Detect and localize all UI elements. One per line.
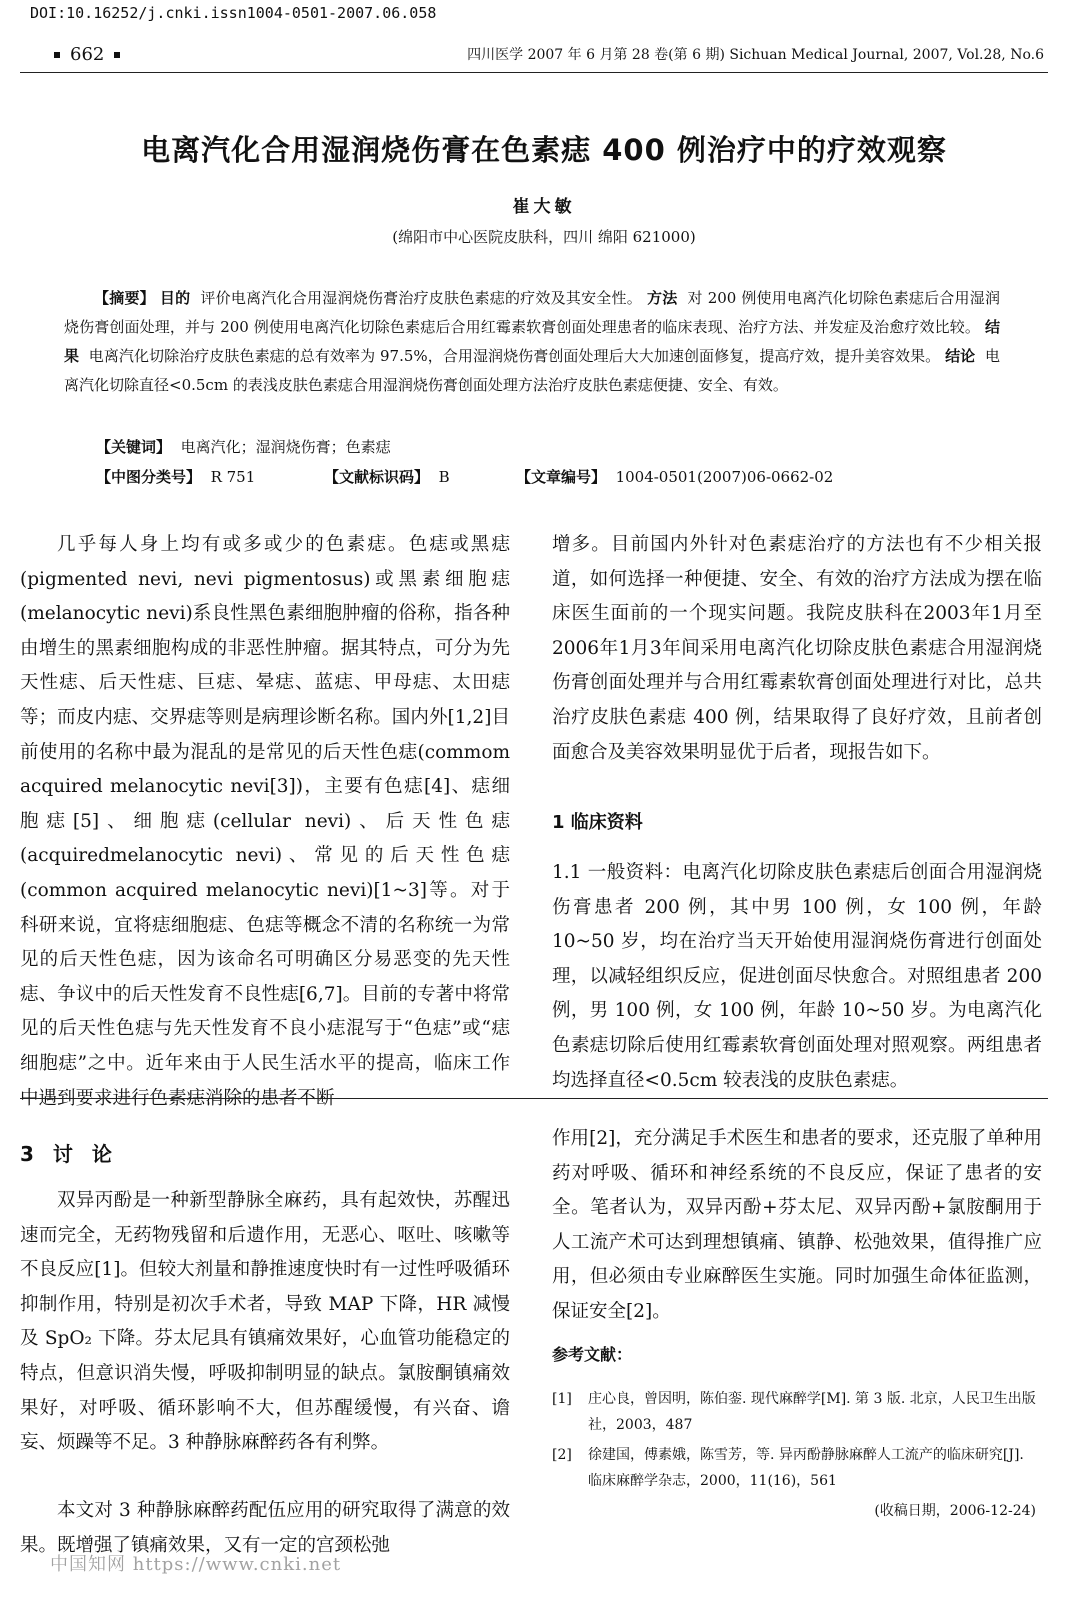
page-divider xyxy=(20,1098,1048,1099)
clc-number: 【中图分类号】 R 751 xyxy=(96,468,256,486)
discussion-paragraph-1: 双异丙酚是一种新型静脉全麻药，具有起效快，苏醒迅速而完全，无药物残留和后遗作用，无恶心、呕吐、咳嗽等不良反应[1]。但较大剂量和静推速度快时有一过性呼吸循环抑制作用，特别是初次手术者，导致 MAP 下降，HR 减慢及 SpO₂ 下降。芬太尼具有镇痛效果好，心血管功能稳定的特点，但意识消失慢，呼吸抑制明显的缺点。氯胺酮镇痛效果好，对呼吸、循环影响不大，但苏醒缓慢，有兴奋、谵妄、烦躁等不足。3 种静脉麻醉药各有利弊。 xyxy=(20,1190,510,1454)
discussion-paragraph-2: 本文对 3 种静脉麻醉药配伍应用的研究取得了满意的效果。既增强了镇痛效果，又有一定的宫颈松弛 xyxy=(20,1500,510,1556)
keywords: 【关键词】 电离汽化；湿润烧伤膏；色素痣 xyxy=(96,438,391,456)
article-title: 电离汽化合用湿润烧伤膏在色素痣 400 例治疗中的疗效观察 xyxy=(141,133,947,167)
intro-column-left: 几乎每人身上均有或多或少的色素痣。色痣或黑痣(pigmented nevi, nevi pigmentosus)或黑素细胞痣(melanocytic nevi)系良性黑色素细胞肿瘤的俗称，指各种由增生的黑素细胞构成的非恶性肿瘤。据其特点，可分为先天性痣、后天性痣、巨痣、晕痣、蓝痣、甲母痣、太田痣等；而皮内痣、交界痣等则是病理诊断名称。国内外[1,2]目前使用的名称中最为混乱的是常见的后天性色痣(commom acquired melanocytic nevi[3])，主要有色痣[4]、痣细胞痣[5]、细胞痣(cellular nevi)、后天性色痣(acquiredmelanocytic nevi)、常见的后天性色痣(common acquired melanocytic nevi)[1~3]等。对于科研来说，宜将痣细胞痣、色痣等概念不清的名称统一为常见的后天性色痣，因为该命名可明确区分易恶变的先天性痣、争议中的后天性发育不良性痣[6,7]。目前的专著中将常见的后天性色痣与先天性发育不良小痣混写于“色痣”或“痣细胞痣”之中。近年来由于人民生活水平的提高，临床工作中遇到要求进行色素痣消除的患者不断 xyxy=(20,534,510,1109)
section-heading-discussion: 3 讨 论 xyxy=(20,1142,118,1166)
abstract: 【摘要】 目的 评价电离汽化合用湿润烧伤膏治疗皮肤色素痣的疗效及其安全性。 方法 对 200 例使用电离汽化切除色素痣后合用湿润烧伤膏创面处理，并与 200 例使用电离汽化切除色素痣后合用红霉素软膏创面处理患者的临床表现、治疗方法、并发症及治愈疗效比较。 结果 电离汽化切除治疗皮肤色素痣的总有效率为 97.5%，合用湿润烧伤膏创面处理后大大加速创面修复，提高疗效，提升美容效果。 结论 电离汽化切除直径<0.5cm 的表浅皮肤色素痣合用湿润烧伤膏创面处理方法治疗皮肤色素痣便捷、安全、有效。 xyxy=(64,289,1000,394)
intro-column-right: 增多。目前国内外针对色素痣治疗的方法也有不少相关报道，如何选择一种便捷、安全、有效的治疗方法成为摆在临床医生面前的一个现实问题。我院皮肤科在2003年1月至2006年1月3年间采用电离汽化切除皮肤色素痣合用湿润烧伤膏创面处理并与合用红霉素软膏创面处理进行对比，总共治疗皮肤色素痣 400 例，结果取得了良好疗效，且前者创面愈合及美容效果明显优于后者，现报告如下。 xyxy=(552,534,1042,763)
reference-number: [1] xyxy=(552,1391,572,1407)
section-heading-clinical-data: 1 临床资料 xyxy=(552,812,643,833)
reference-number: [2] xyxy=(552,1447,572,1463)
received-date: (收稿日期，2006-12-24) xyxy=(874,1503,1036,1519)
article-number: 【文章编号】 1004-0501(2007)06-0662-02 xyxy=(516,468,834,486)
reference-item xyxy=(552,1442,1042,1494)
watermark: 中国知网 https://www.cnki.net xyxy=(50,1554,342,1575)
references-heading: 参考文献： xyxy=(552,1345,633,1364)
doc-code: 【文献标识码】 B xyxy=(324,468,450,486)
affiliation: (绵阳市中心医院皮肤科，四川 绵阳 621000) xyxy=(392,228,696,246)
discussion-paragraph-3: 作用[2]，充分满足手术医生和患者的要求，还克服了单种用药对呼吸、循环和神经系统的不良反应，保证了患者的安全。笔者认为，双异丙酚+芬太尼、双异丙酚+氯胺酮用于人工流产术可达到理想镇痛、镇静、松弛效果，值得推广应用，但必须由专业麻醉医生实施。同时加强生命体征监测，保证安全[2]。 xyxy=(552,1128,1042,1322)
doi-line: DOI:10.16252/j.cnki.issn1004-0501-2007.06.058 xyxy=(30,4,437,22)
section-1-1-paragraph: 1.1 一般资料：电离汽化切除皮肤色素痣后创面合用湿润烧伤膏患者 200 例，其中男 100 例，女 100 例，年龄 10~50 岁，均在治疗当天开始使用湿润烧伤膏进行创面处理，以减轻组织反应，促进创面尽快愈合。对照组患者 200 例，男 100 例，女 100 例，年龄 10~50 岁。为电离汽化色素痣切除后使用红霉素软膏创面处理对照观察。两组患者均选择直径<0.5cm 较表浅的皮肤色素痣。 xyxy=(552,862,1042,1091)
header-divider xyxy=(20,72,1048,73)
reference-text: 庄心良，曾因明，陈伯銮. 现代麻醉学[M]. 第 3 版. 北京，人民卫生出版社，2003，487 xyxy=(588,1391,1036,1433)
author: 崔大敏 xyxy=(512,197,576,217)
reference-text: 徐建国，傅素娥，陈雪芳，等. 异丙酚静脉麻醉人工流产的临床研究[J]. 临床麻醉学杂志，2000，11(16)，561 xyxy=(588,1447,1024,1489)
journal-header: 四川医学 2007 年 6 月第 28 卷(第 6 期) Sichuan Medical Journal, 2007, Vol.28, No.6 xyxy=(467,47,1044,63)
page-number: 662 xyxy=(44,44,130,65)
reference-item xyxy=(552,1386,1042,1438)
